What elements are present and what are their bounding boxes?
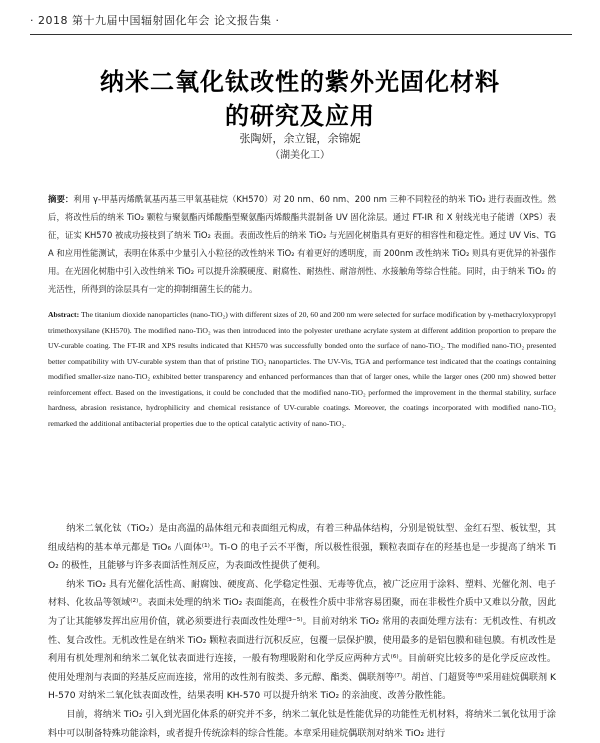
- english-abstract-text: The titanium dioxide nanoparticles (nano-TiO₂) with different sizes of 20, 60 and 200 nm were selected for surface modification by γ-methacryloxypropyl trimethoxysilane (KH570). The modified nano-TiO₂ was then introduced into the polyester urethane acrylate system at different addition proportion to prepare the UV-curable coating. The FT-IR and XPS results indicated that KH570 was successfully bonded onto the surface of nano-TiO₂. The modified nano-TiO₂ presented better compatibility with UV-curable system than that of pristine TiO₂ nanoparticles. The UV-Vis, TGA and performance test indicated that the coatings containing modified smaller-size nano-TiO₂ exhibited better transparency and enhanced performances than that of larger ones, while the larger ones (200 nm) showed better reinforcement effect. Based on the investigations, it could be concluded that the modified nano-TiO₂ performed the improvement in the thermal stability, surface hardness, abrasion resistance, hydrophilicity and chemical resistance of UV-curable coatings. Moreover, the coatings incorporated with modified nano-TiO₂ remarked the additional antibacterial properties due to the optical catalytic activity of nano-TiO₂.: [48, 310, 556, 428]
- running-head: · 2018 第十九届中国辐射固化年会 论文报告集 ·: [30, 14, 280, 27]
- paper-title-line-1: 纳米二氧化钛改性的紫外光固化材料: [100, 68, 500, 96]
- english-abstract: [48, 307, 556, 431]
- chinese-abstract-text: 利用 γ-甲基丙烯酰氧基丙基三甲氧基硅烷（KH570）对 20 nm、60 nm、200 nm 三种不同粒径的纳米 TiO₂ 进行表面改性。然后，将改性后的纳米 TiO₂ 颗粒与聚氨酯丙烯酸酯型聚氨酯丙烯酸酯共混制备 UV 固化涂层。通过 FT-IR 和 X 射线光电子能谱（XPS）表征，证实 KH570 被成功接枝到了纳米 TiO₂ 表面。表面改性后的纳米 TiO₂ 与光固化树脂具有更好的相容性和稳定性。通过 UV Vis、TGA 和应用性能测试，表明在体系中少量引入小粒径的改性纳米 TiO₂ 有着更好的透明度，而 200nm 改性纳米 TiO₂ 则具有更优异的补强作用。在光固化树脂中引入改性纳米 TiO₂ 可以提升涂膜硬度、耐腐性、耐热性、耐溶剂性、水接触角等综合性能。同时，由于纳米 TiO₂ 的光活性，所得到的涂层具有一定的抑制细菌生长的能力。: [48, 194, 556, 294]
- paper-title-line-2: 的研究及应用: [225, 102, 375, 130]
- affiliation: （湖美化工）: [270, 150, 330, 161]
- chinese-abstract: [48, 190, 556, 298]
- body-paragraph-2: 纳米 TiO₂ 具有光催化活性高、耐腐蚀、硬度高、化学稳定性强、无毒等优点，被广泛应用于涂料、塑料、光催化剂、电子材料、化妆品等领域⁽²⁾。表面未处理的纳米 TiO₂ 表面能高，在极性介质中非常容易团聚，而在非极性介质中又难以分散，因此为了让其能够发挥出应用价值，就必须要进行表面改性处理⁽³⁻⁵⁾。目前对纳米 TiO₂ 常用的表面处理方法有：无机改性、有机改性、复合改性。无机改性是在纳米 TiO₂ 颗粒表面进行沉积反应，包覆一层保护膜，使用最多的是铝包膜和硅包膜。有机改性是利用有机处理剂和纳米二氧化钛表面进行连接，一般有物理吸附和化学反应两种方式⁽⁶⁾。目前研究比较多的是化学反应改性。使用处理剂与表面的羟基反应而连接，常用的改性剂有胺类、多元醇、酯类、偶联剂等⁽⁷⁾。胡首、门超贤等⁽⁸⁾采用硅烷偶联剂 KH-570 对纳米二氧化钛表面改性，结果表明 KH-570 可以提升纳米 TiO₂ 的亲油度、改善分散性能。: [48, 579, 556, 702]
- body-text: [48, 520, 556, 739]
- author-list: 张陶妍，余立锟，余锦妮: [239, 132, 361, 145]
- header-rule: [30, 34, 572, 35]
- chinese-abstract-label: 摘要：: [48, 194, 74, 204]
- body-paragraph-1: 纳米二氧化钛（TiO₂）是由高温的晶体组元和表面组元构成，有着三种晶体结构，分别是锐钛型、金红石型、板钛型，其组成结构的基本单元都是 TiO₆ 八面体⁽¹⁾。Ti-O 的电子云不平衡，所以极性很强，颗粒表面存在的羟基也是一步提高了纳米 TiO₂ 的极性，且能够与许多表面活性剂反应，为表面改性提供了便利。: [48, 524, 556, 572]
- body-paragraph-3: 目前，将纳米 TiO₂ 引入到光固化体系的研究并不多，纳米二氧化钛是性能优异的功能性无机材料，将纳米二氧化钛用于涂料中可以制备特殊功能涂料，或者提升传统涂料的综合性能。本章采用硅烷偶联剂对纳米 TiO₂ 进行: [48, 709, 556, 739]
- english-abstract-label: Abstract:: [48, 310, 80, 319]
